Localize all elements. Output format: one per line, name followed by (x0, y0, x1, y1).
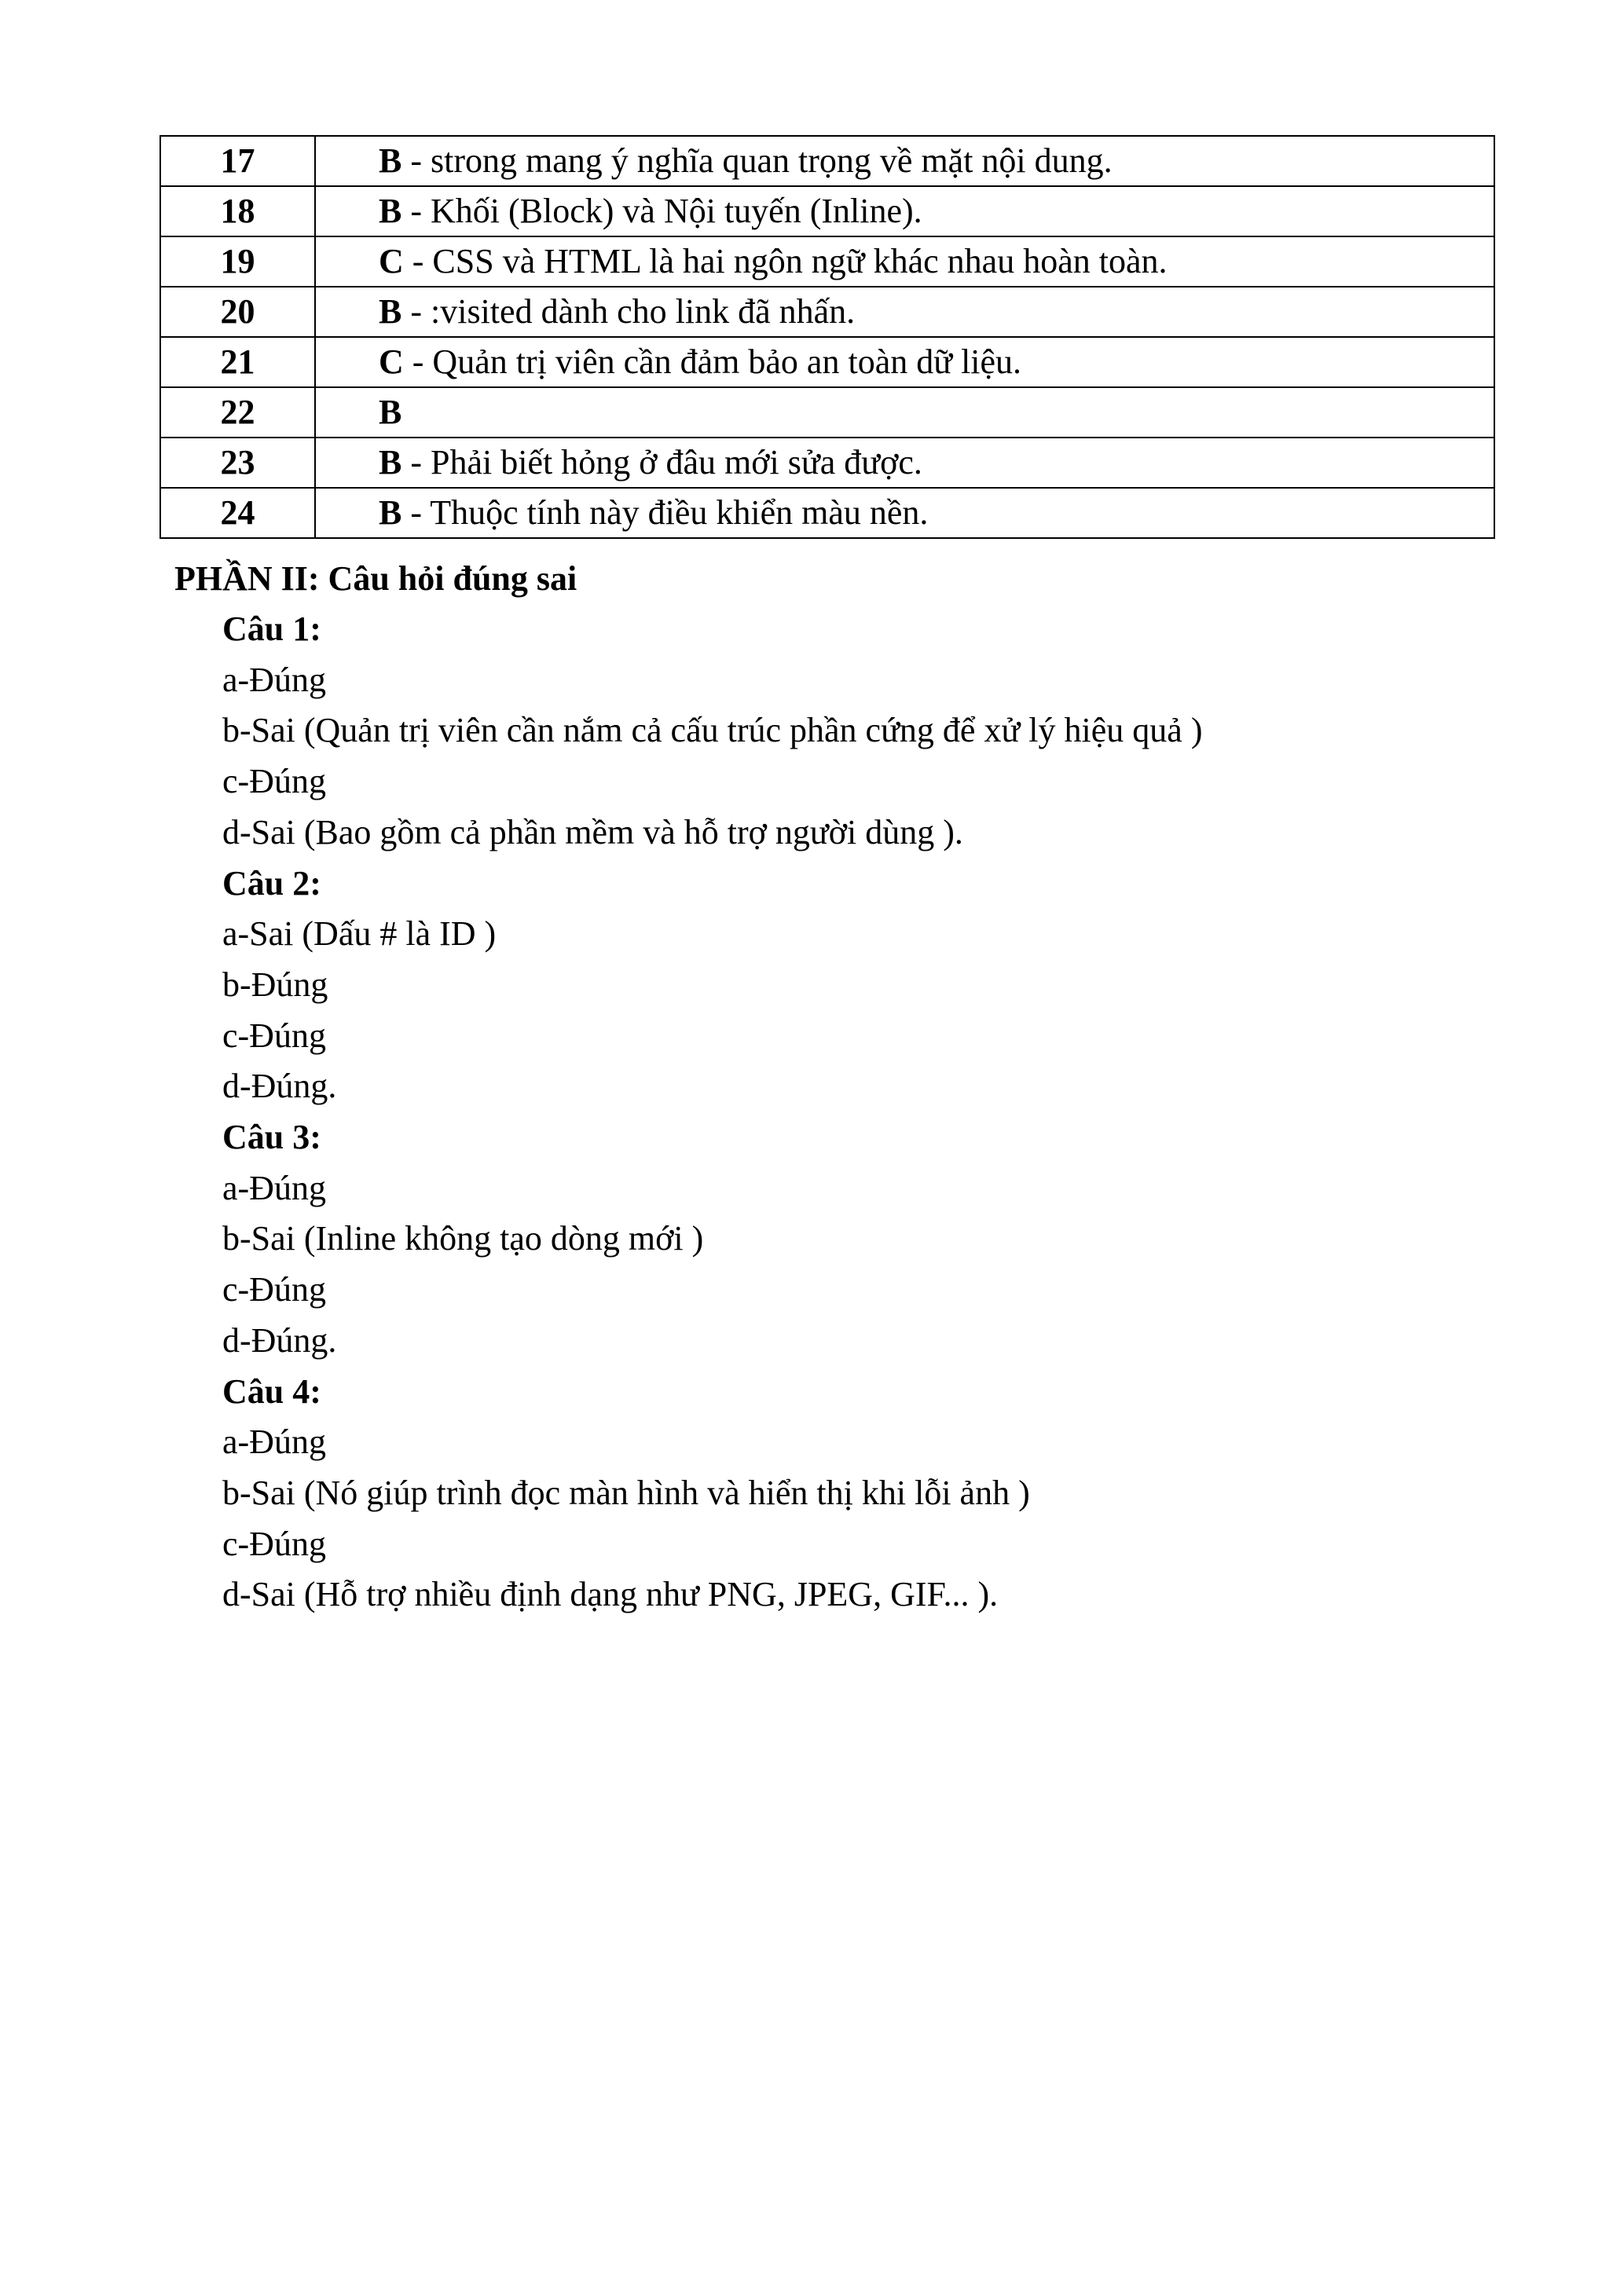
table-row (160, 136, 1494, 186)
question-title: Câu 2: (222, 863, 321, 903)
table-row (160, 186, 1494, 236)
question-block (222, 1367, 1202, 1621)
question-block (222, 859, 1202, 1113)
question-title: Câu 4: (222, 1371, 321, 1411)
answer-item: d-Sai (Bao gồm cả phần mềm và hỗ trợ người dùng ). (222, 812, 963, 851)
answer-cell (315, 438, 1494, 488)
question-number: 20 (160, 287, 315, 337)
answer-letter: B (379, 443, 402, 482)
answer-item: d-Đúng. (222, 1067, 337, 1106)
answer-item: b-Sai (Inline không tạo dòng mới ) (222, 1219, 704, 1258)
answer-item: c-Đúng (222, 762, 326, 801)
answer-item: b-Sai (Nó giúp trình đọc màn hình và hiển thị khi lỗi ảnh ) (222, 1473, 1030, 1512)
answer-item: c-Đúng (222, 1016, 326, 1055)
answer-explanation: - Phải biết hỏng ở đâu mới sửa được. (401, 443, 922, 482)
table-row (160, 438, 1494, 488)
question-block (222, 1112, 1202, 1367)
answer-letter: B (379, 292, 402, 331)
table-row (160, 287, 1494, 337)
table-row (160, 236, 1494, 287)
section-heading: PHẦN II: Câu hỏi đúng sai (174, 559, 577, 598)
table-row (160, 488, 1494, 538)
question-block (222, 604, 1202, 859)
question-title: Câu 3: (222, 1118, 321, 1157)
table-row (160, 337, 1494, 387)
answer-item: a-Đúng (222, 1423, 326, 1462)
answer-item: a-Đúng (222, 1168, 326, 1207)
table-row (160, 387, 1494, 438)
question-number: 21 (160, 337, 315, 387)
answer-item: b-Sai (Quản trị viên cần nắm cả cấu trúc phần cứng để xử lý hiệu quả ) (222, 711, 1203, 750)
answer-letter: B (379, 393, 402, 431)
answer-table (159, 135, 1495, 539)
answer-letter: C (379, 342, 404, 381)
answer-cell (315, 287, 1494, 337)
question-number: 23 (160, 438, 315, 488)
answer-explanation: - :visited dành cho link đã nhấn. (401, 292, 856, 331)
answer-explanation: - strong mang ý nghĩa quan trọng về mặt nội dung. (401, 141, 1113, 180)
answer-item: c-Đúng (222, 1270, 326, 1309)
answer-cell (315, 136, 1494, 186)
answer-cell (315, 337, 1494, 387)
answer-item: a-Sai (Dấu # là ID ) (222, 914, 497, 954)
answer-letter: B (379, 493, 402, 532)
question-title: Câu 1: (222, 610, 321, 648)
answer-cell (315, 236, 1494, 287)
answer-explanation: - Thuộc tính này điều khiển màu nền. (401, 493, 929, 532)
answer-cell (315, 488, 1494, 538)
answer-letter: C (379, 242, 404, 280)
answer-letter: B (379, 192, 402, 230)
answer-explanation: - Khối (Block) và Nội tuyến (Inline). (401, 192, 922, 230)
question-number: 17 (160, 136, 315, 186)
answer-item: d-Sai (Hỗ trợ nhiều định dạng như PNG, JPEG, GIF... ). (222, 1575, 999, 1614)
answer-cell (315, 387, 1494, 438)
answer-letter: B (379, 141, 402, 180)
answer-cell (315, 186, 1494, 236)
question-number: 22 (160, 387, 315, 438)
answer-item: b-Đúng (222, 965, 328, 1004)
answer-item: a-Đúng (222, 660, 326, 699)
true-false-questions (222, 604, 1202, 1620)
question-number: 24 (160, 488, 315, 538)
answer-item: c-Đúng (222, 1524, 326, 1563)
answer-explanation: - Quản trị viên cần đảm bảo an toàn dữ liệu. (403, 342, 1022, 381)
answer-explanation: - CSS và HTML là hai ngôn ngữ khác nhau hoàn toàn. (403, 242, 1168, 280)
answer-item: d-Đúng. (222, 1320, 337, 1360)
question-number: 19 (160, 236, 315, 287)
question-number: 18 (160, 186, 315, 236)
